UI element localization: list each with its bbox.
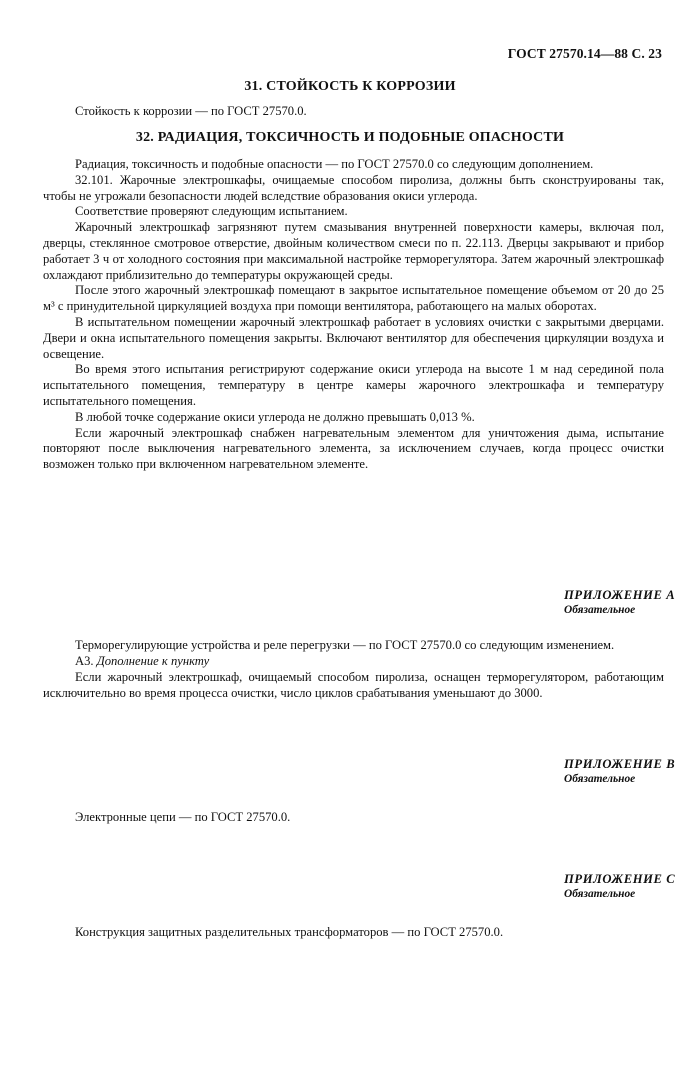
appendix-c-subtitle: Обязательное (564, 888, 636, 900)
appendix-b-text: Электронные цепи — по ГОСТ 27570.0. (75, 810, 291, 824)
appendix-b-heading (564, 757, 674, 786)
appendix-a-paragraph: Если жарочный электрошкаф, очищаемый способом пиролиза, оснащен терморегулятором, работающим исключительно во время процесса очистки, число циклов срабатывания уменьшают до 3000. (43, 670, 664, 700)
section-32-paragraph: Во время этого испытания регистрируют содержание окиси углерода на высоте 1 м над серединой пола испытательного помещения, температуру в центре камеры жарочного электрошкафа и температуру испытательного помещения. (43, 362, 664, 408)
section-32-paragraph: Соответствие проверяют следующим испытанием. (75, 204, 348, 219)
appendix-a-line: Терморегулирующие устройства и реле перегрузки — по ГОСТ 27570.0 со следующим изменением. (75, 638, 615, 652)
appendix-a-heading (564, 588, 674, 617)
appendix-b-title: ПРИЛОЖЕНИЕ В (564, 757, 676, 771)
section-32-paragraph: Радиация, токсичность и подобные опасности — по ГОСТ 27570.0 со следующим дополнением. (75, 157, 594, 171)
appendix-a-title: ПРИЛОЖЕНИЕ А (564, 588, 676, 602)
section-32-title: 32. РАДИАЦИЯ, ТОКСИЧНОСТЬ И ПОДОБНЫЕ ОПАСНОСТИ (135, 130, 565, 145)
appendix-a-subtitle: Обязательное (564, 604, 636, 616)
appendix-b-subtitle: Обязательное (564, 773, 636, 785)
section-32-paragraph: В любой точке содержание окиси углерода не должно превышать 0,013 %. (75, 409, 475, 424)
appendix-a-clause (75, 654, 209, 670)
appendix-c-heading (564, 872, 674, 901)
section-32-paragraph: В испытательном помещении жарочный электрошкаф работает в условиях очистки с закрытыми дверцами. Двери и окна испытательного помещения закрыты. Включают вентилятор для обеспечения циркуляции воздуха и освещение. (43, 314, 664, 361)
appendix-c-title: ПРИЛОЖЕНИЕ С (564, 872, 676, 886)
section-31-text: Стойкость к коррозии — по ГОСТ 27570.0. (75, 104, 307, 118)
appendix-a-clause-label: Дополнение к пункту (96, 654, 210, 668)
section-32-paragraph: 32.101. Жарочные электрошкафы, очищаемые способом пиролиза, должны быть сконструированы так, чтобы не угрожали безопасности людей вследствие образования окиси углерода. (43, 172, 664, 203)
section-32-paragraph: Жарочный электрошкаф загрязняют путем смазывания внутренней поверхности камеры, включая пол, дверцы, стеклянное смотровое отверстие, двойным количеством смеси по п. 22.113. Дверцы закрывают и прибор работает 3 ч от холодного состояния при максимальной настройке терморегулятора. Затем жарочный электрошкаф охлаждают приблизительно до температуры окружающей среды. (43, 220, 664, 282)
appendix-a-body (43, 670, 664, 702)
appendix-a-clause-number: А3. (75, 654, 94, 668)
section-32-paragraph: После этого жарочный электрошкаф помещают в закрытое испытательное помещение объемом от 20 до 25 м³ с принудительной циркуляцией воздуха при помощи вентилятора, работающего на малых оборотах. (43, 283, 664, 314)
section-31-title: 31. СТОЙКОСТЬ К КОРРОЗИИ (244, 79, 456, 94)
section-32-body (43, 157, 664, 473)
section-32-paragraph: Если жарочный электрошкаф снабжен нагревательным элементом для уничтожения дыма, испытание повторяют после выключения нагревательного элемента, за исключением случаев, когда процесс очистки возможен только при включенном нагревательном элементе. (43, 425, 664, 472)
page-header-doc-ref: ГОСТ 27570.14—88 С. 23 (507, 46, 662, 61)
appendix-c-text: Конструкция защитных разделительных трансформаторов — по ГОСТ 27570.0. (75, 925, 504, 939)
